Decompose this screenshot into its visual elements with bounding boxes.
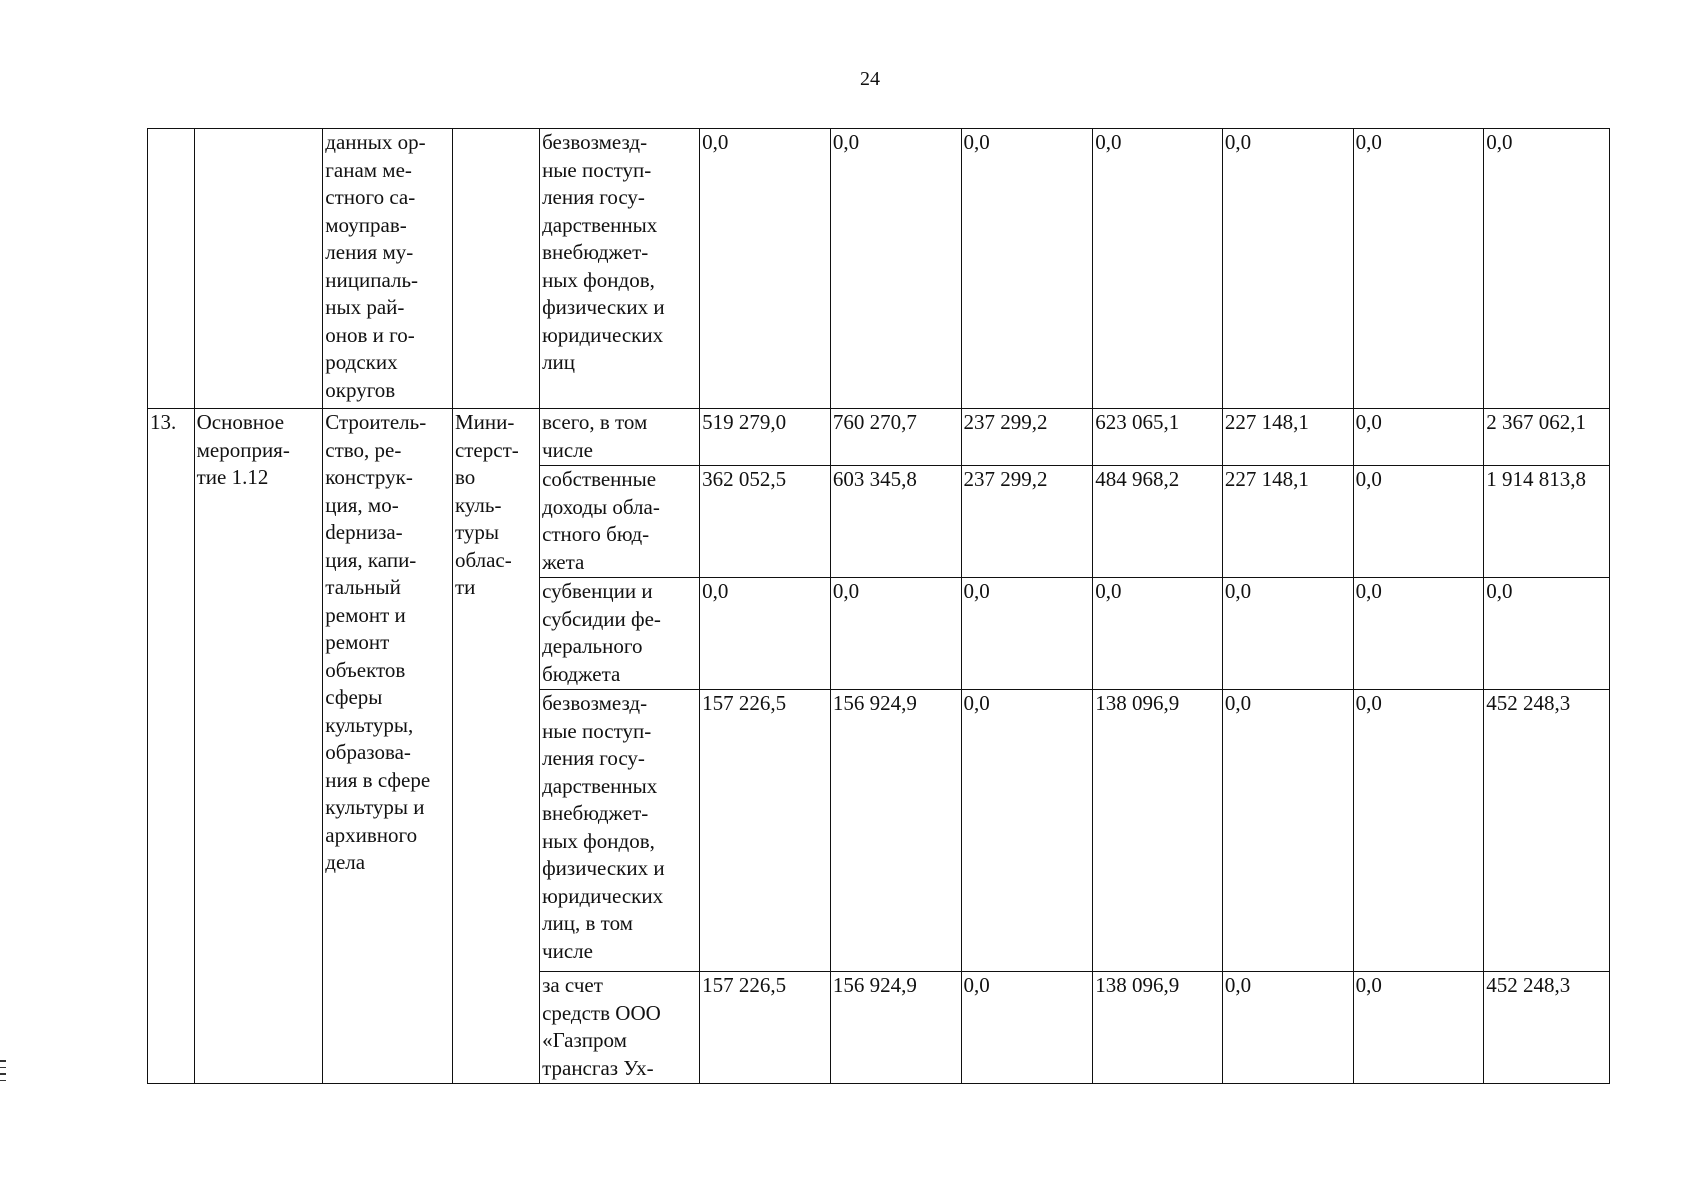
value-cell: 237 299,2 <box>961 466 1093 578</box>
value-cell: 484 968,2 <box>1093 466 1223 578</box>
value-cell: 0,0 <box>1222 972 1353 1084</box>
source-cell: безвозмезд- ные поступ- ления госу- дарственных внебюджет- ных фондов, физических и юридических лиц <box>540 129 700 409</box>
value-cell: 227 148,1 <box>1222 466 1353 578</box>
value-cell: 603 345,8 <box>830 466 961 578</box>
table-row <box>148 129 1610 409</box>
value-cell: 138 096,9 <box>1093 972 1223 1084</box>
number-cell <box>148 129 195 409</box>
value-cell: 0,0 <box>1093 578 1223 690</box>
page-number: 24 <box>860 68 880 90</box>
source-cell: субвенции и субсидии фе- дерального бюджета <box>540 578 700 690</box>
value-cell: 0,0 <box>1353 129 1484 409</box>
value-cell: 156 924,9 <box>830 690 961 972</box>
number-cell: 13. <box>148 409 195 1084</box>
value-cell: 1 914 813,8 <box>1484 466 1610 578</box>
source-cell: безвозмезд- ные поступ- ления госу- дарственных внебюджет- ных фондов, физических и юридических лиц, в том числе <box>540 690 700 972</box>
value-cell: 362 052,5 <box>700 466 831 578</box>
value-cell: 0,0 <box>1093 129 1223 409</box>
value-cell: 0,0 <box>1353 409 1484 466</box>
object-cell: данных ор- ганам ме- стного са- моуправ- ления му- ниципаль- ных рай- онов и го- родских округов <box>323 129 453 409</box>
value-cell: 0,0 <box>1353 690 1484 972</box>
value-cell: 0,0 <box>961 690 1093 972</box>
value-cell: 0,0 <box>1222 690 1353 972</box>
value-cell: 0,0 <box>830 129 961 409</box>
object-cell: Строитель- ство, ре- конструк- ция, мо- dерниза- ция, капи- тальный ремонт и ремонт объектов сферы культуры, образова- ния в сфере культуры и архивного дела <box>323 409 453 1084</box>
value-cell: 519 279,0 <box>700 409 831 466</box>
value-cell: 0,0 <box>830 578 961 690</box>
table-row <box>148 409 1610 466</box>
value-cell: 0,0 <box>700 129 831 409</box>
value-cell: 452 248,3 <box>1484 690 1610 972</box>
value-cell: 0,0 <box>1353 466 1484 578</box>
value-cell: 2 367 062,1 <box>1484 409 1610 466</box>
value-cell: 760 270,7 <box>830 409 961 466</box>
value-cell: 157 226,5 <box>700 690 831 972</box>
value-cell: 227 148,1 <box>1222 409 1353 466</box>
source-cell: за счет средств ООО «Газпром трансгаз Ух- <box>540 972 700 1084</box>
executor-cell <box>452 129 539 409</box>
value-cell: 0,0 <box>961 972 1093 1084</box>
executor-cell: Мини- стерст- во куль- туры облас- ти <box>452 409 539 1084</box>
value-cell: 623 065,1 <box>1093 409 1223 466</box>
value-cell: 156 924,9 <box>830 972 961 1084</box>
value-cell: 0,0 <box>1222 129 1353 409</box>
value-cell: 0,0 <box>1484 578 1610 690</box>
value-cell: 452 248,3 <box>1484 972 1610 1084</box>
name-cell <box>194 129 323 409</box>
value-cell: 0,0 <box>961 129 1093 409</box>
value-cell: 0,0 <box>700 578 831 690</box>
binding-margin-mark <box>0 1060 6 1086</box>
value-cell: 0,0 <box>1353 578 1484 690</box>
value-cell: 237 299,2 <box>961 409 1093 466</box>
source-cell: собственные доходы обла- стного бюд- жета <box>540 466 700 578</box>
source-cell: всего, в том числе <box>540 409 700 466</box>
name-cell: Основное мероприя- тие 1.12 <box>194 409 323 1084</box>
value-cell: 0,0 <box>961 578 1093 690</box>
value-cell: 0,0 <box>1353 972 1484 1084</box>
value-cell: 0,0 <box>1222 578 1353 690</box>
value-cell: 157 226,5 <box>700 972 831 1084</box>
budget-table <box>147 128 1610 1084</box>
value-cell: 0,0 <box>1484 129 1610 409</box>
value-cell: 138 096,9 <box>1093 690 1223 972</box>
